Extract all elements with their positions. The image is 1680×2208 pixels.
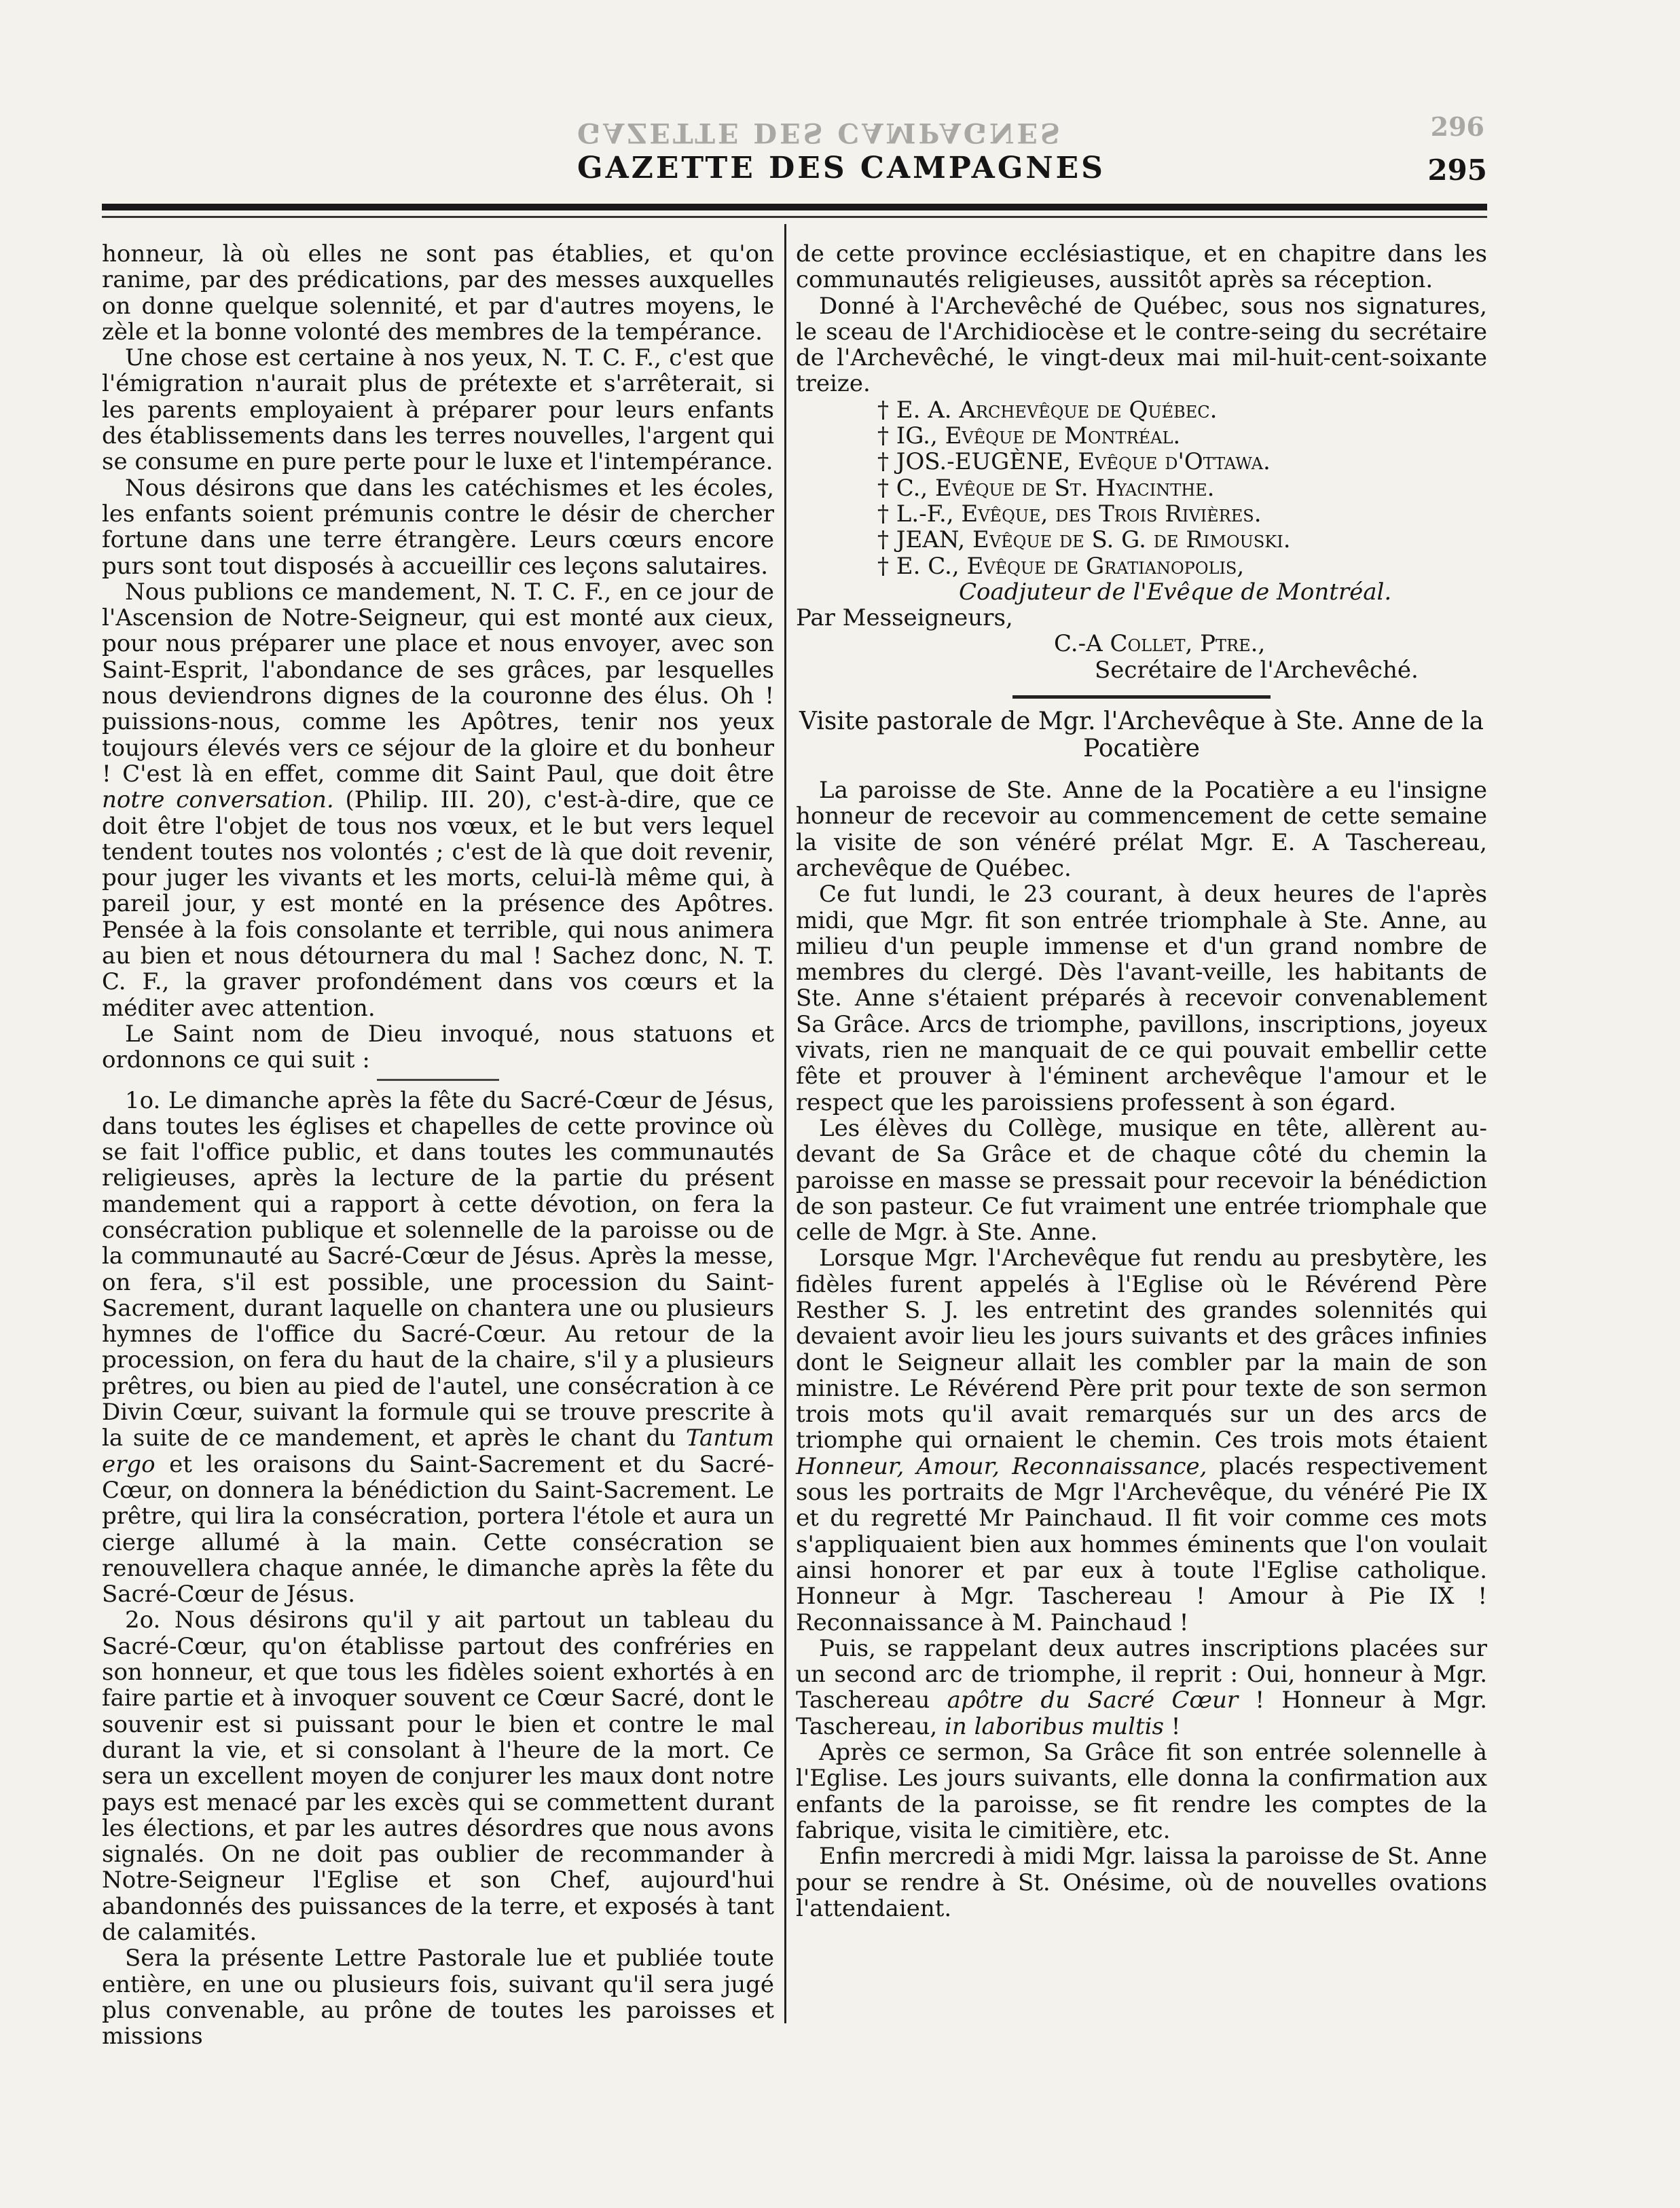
paragraph: de cette province ecclésiastique, et en chapitre dans les communautés religieuses, aussitôt après sa réception. [796,240,1487,294]
signatory: † E. C., Evêque de Gratianopolis, [877,552,1245,580]
section-separator [1012,695,1271,699]
paragraph: Le Saint nom de Dieu invoqué, nous statuons et ordonnons ce qui suit : [102,1020,774,1074]
paragraph: La paroisse de Ste. Anne de la Pocatière a eu l'insigne honneur de recevoir au commencement de cette semaine la visite de son vénéré prélat Mgr. E. A Taschereau, archevêque de Québec. [796,777,1487,882]
signatory-list [796,397,1487,579]
paragraph [796,1245,1487,1635]
italic-text: notre conversation. [102,786,334,814]
signatory: † JOS.-EUGÈNE, Evêque d'Ottawa. [877,448,1271,476]
text-run: Nous publions ce mandement, N. T. C. F., en ce jour de l'Ascension de Notre-Seigneur, qui est monté aux cieux, pour nous préparer une place et nous envoyer, avec son Saint-Esprit, l'abondance de ses grâces, par lesquelles nous deviendrons dignes de la couronne des élus. Oh ! puissions-nous, comme les Apôtres, tenir nos yeux toujours élevés vers ce séjour de la gloire et du bonheur ! C'est là en effet, comme dit Saint Paul, que doit être [102,578,774,788]
coadjutor: Coadjuteur de l'Evêque de Montréal. [959,578,1392,606]
paragraph: Nous désirons que dans les catéchismes et les écoles, les enfants soient prémunis contre le désir de chercher fortune dans une terre étrangère. Leurs cœurs encore purs sont tout disposés à accueillir ces leçons salutaires. [102,474,774,580]
paragraph [102,1088,774,1608]
text-run: 1o. Le dimanche après la fête du Sacré-Cœur de Jésus, dans toutes les églises et chapelles de cette province où se fait l'office public, et dans toutes les communautés religieuses, après la lecture de la partie du présent mandement qui a rapport à cette dévotion, on fera la consécration publique et solennelle de la paroisse ou de la communauté au Sacré-Cœur de Jésus. Après la messe, on fera, s'il est possible, une procession du Saint-Sacrement, durant laquelle on chantera une ou plusieurs hymnes de l'office du Sacré-Cœur. Au retour de la procession, on fera du haut de la chaire, s'il y a plusieurs prêtres, ou bien au pied de l'autel, une consécration à ce Divin Cœur, suivant la formule qui se trouve prescrite à la suite de ce mandement, et après le chant du [102,1086,774,1452]
page-header [102,102,1487,197]
signatory: † E. A. Archevêque de Québec. [877,396,1218,424]
par-messeigneurs: Par Messeigneurs, [796,604,1013,632]
paragraph: 2o. Nous désirons qu'il y ait partout un tableau du Sacré-Cœur, qu'on établisse partout des confréries en son honneur, et que tous les fidèles soient exhortés à en faire partie et à invoquer souvent ce Cœur Sacré, dont le souvenir est si puissant pour le bien et contre le mal durant la vie, et si consolant à l'heure de la mort. Ce sera un excellent moyen de conjurer les maux dont notre pays est menacé par les excès qui se commettent durant les élections, et par les autres désordres que nous avons signalés. On ne doit pas oublier de recommander à Notre-Seigneur l'Eglise et son Chef, aujourd'hui abandonnés des puissances de la terre, et exposés à tant de calamités. [102,1606,774,1946]
left-column [102,241,774,2049]
text-run: Lorsque Mgr. l'Archevêque fut rendu au presbytère, les fidèles furent appelés à l'Eglise où le Révérend Père Resther S. J. les entretint des grandes solennités qui devaient avoir lieu les jours suivants et des grâces infinies dont le Seigneur allait les combler par la main de son ministre. Le Révérend Père prit pour texte de son sermon trois mots qu'il avait remarqués sur un des arcs de triomphe qui ornaient le chemin. Ces trois mots étaient [796,1245,1487,1454]
italic-text: apôtre du Sacré Cœur [947,1687,1239,1714]
italic-text: Honneur, Amour, Reconnaissance, [796,1452,1207,1480]
paragraph: Les élèves du Collège, musique en tête, allèrent au-devant de Sa Grâce et de chaque côté du chemin la paroisse en masse se pressait pour recevoir la bénédiction de son pasteur. Ce fut vraiment une entrée triomphale que celle de Mgr. à Ste. Anne. [796,1114,1487,1247]
coadjutor-line [796,579,1487,605]
paragraph: Ce fut lundi, le 23 courant, à deux heures de l'après midi, que Mgr. fit son entrée triomphale à Ste. Anne, au milieu d'un peuple immense et d'un grand nombre de membres du clergé. Dès l'avant-veille, les habitants de Ste. Anne s'étaient préparés à recevoir convenablement Sa Grâce. Arcs de triomphe, pavillons, inscriptions, joyeux vivats, rien ne manquait de ce qui pouvait embellir cette fête et prouver à l'éminent archevêque l'amour et le respect que les paroissiens professent à son égard. [796,881,1487,1116]
paragraph: honneur, là où elles ne sont pas établies, et qu'on ranime, par des prédications, par des messes auxquelles on donne quelque solennité, et par d'autres moyens, le zèle et la bonne volonté des membres de la tempérance. [102,240,774,346]
paragraph: Enfin mercredi à midi Mgr. laissa la paroisse de St. Anne pour se rendre à St. Onésime, où de nouvelles ovations l'attendaient. [796,1843,1487,1922]
secretary-title: Secrétaire de l'Archevêché. [1095,656,1419,684]
text-run: (Philip. III. 20), c'est-à-dire, que ce doit être l'objet de tous nos vœux, et le but vers lequel tendent toutes nos volontés ; c'est de là que doit revenir, pour juger les vivants et les morts, celui-là même qui, à pareil jour, y est monté en la présence des Apôtres. Pensée à la fois consolante et terrible, qui nous animera au bien et nous détournera du mal ! Sachez donc, N. T. C. F., la graver profondément dans vos cœurs et la méditer avec attention. [102,786,774,1022]
newspaper-title: GAZETTE DES CAMPAGNES [577,151,1106,185]
bleed-through-header: GAZETTE DES CAMPAGNES [577,117,1063,149]
column-divider [784,224,786,2023]
header-rule [102,204,1487,210]
text-run: Puis, se rappelant deux autres inscriptions placées sur un second arc de triomphe, il reprit : Oui, honneur à Mgr. Taschereau [796,1634,1487,1714]
text-run: ! [1163,1712,1181,1740]
text-run: ! Honneur à Mgr. Taschereau, [796,1687,1487,1740]
section-title: Visite pastorale de Mgr. l'Archevêque à Ste. Anne de la Pocatière [799,707,1484,763]
bleed-through-page-number: 296 [1430,111,1484,142]
text-run: et les oraisons du Saint-Sacrement et du Sacré-Cœur, on donnera la bénédiction du Saint-Sacrement. Le prêtre, qui lira la consécration, portera l'étole et aura un cierge allumé à la main. Cette consécration se renouvellera chaque année, le dimanche après la fête du Sacré-Cœur de Jésus. [102,1450,774,1608]
right-column [796,241,1487,1921]
paragraph: Après ce sermon, Sa Grâce fit son entrée solennelle à l'Eglise. Les jours suivants, elle donna la confirmation aux enfants de la paroisse, se fit rendre les comptes de la fabrique, visita le cimitière, etc. [796,1739,1487,1844]
secretary-name: C.-A Collet, Ptre., [1054,630,1266,658]
page-number: 295 [1427,153,1487,187]
signatory: † C., Evêque de St. Hyacinthe. [877,474,1215,502]
header-rule-thin [102,216,1487,218]
signatory: † IG., Evêque de Montréal. [877,422,1181,450]
signatory: † JEAN, Evêque de S. G. de Rimouski. [877,526,1291,554]
paragraph: Sera la présente Lettre Pastorale lue et publiée toute entière, en une ou plusieurs fois, suivant qu'il sera jugé plus convenable, au prône de toutes les paroisses et missions [102,1945,774,2050]
paragraph: Une chose est certaine à nos yeux, N. T. C. F., c'est que l'émigration n'aurait plus de prétexte et s'arrêterait, si les parents employaient à préparer pour leurs enfants des établissements dans les terres nouvelles, l'argent qui se consume en pure perte pour le luxe et l'intempérance. [102,344,774,476]
signatory: † L.-F., Evêque, des Trois Rivières. [877,500,1262,528]
paragraph [102,579,774,1021]
paragraph [796,1636,1487,1740]
italic-text: in laboribus multis [944,1712,1164,1740]
paragraph: Donné à l'Archevêché de Québec, sous nos signatures, le sceau de l'Archidiocèse et le contre-seing du secrétaire de l'Archevêché, le vingt-deux mai mil-huit-cent-soixante treize. [796,292,1487,398]
separator [377,1079,499,1081]
italic-text: Tantum ergo [102,1424,774,1478]
text-run: placés respectivement sous les portraits de Mgr l'Archevêque, du vénéré Pie IX et du regretté Mr Painchaud. Il fit voir comme ces mots s'appliquaient bien aux hommes éminents que l'on voulait ainsi honorer et par eux à toute l'Eglise catholique. Honneur à Mgr. Taschereau ! Amour à Pie IX ! Reconnaissance à M. Painchaud ! [796,1452,1487,1636]
